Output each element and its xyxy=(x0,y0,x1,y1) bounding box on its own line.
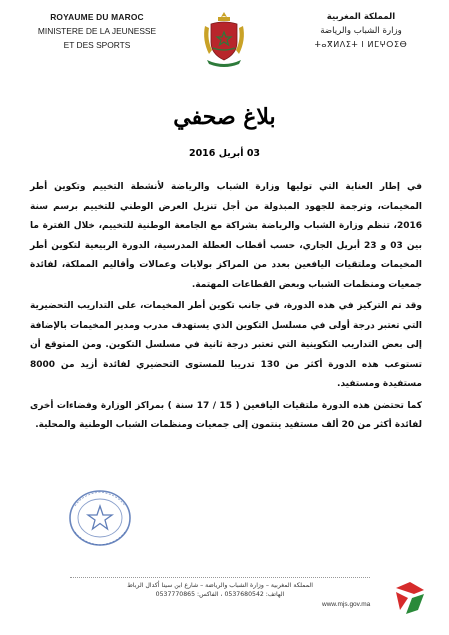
document-title: بلاغ صحفي xyxy=(173,104,276,130)
footer-phone: الهاتف: 0537680542 ، الفاكس: 0537770865 xyxy=(155,591,285,598)
header-french-line-1: ROYAUME DU MAROC xyxy=(50,12,144,22)
document-date: 03 أبريل 2016 xyxy=(188,148,261,159)
official-stamp-icon xyxy=(63,486,137,550)
header-french-line-2: MINISTERE DE LA JEUNESSE xyxy=(37,26,157,36)
header-arabic-line-2: وزارة الشباب والرياضة xyxy=(320,26,402,36)
footer-contact xyxy=(110,581,330,599)
document-body xyxy=(30,178,422,436)
header-french xyxy=(32,10,162,52)
paragraph-1: في إطار العناية التي توليها وزارة الشباب والرياضة لأنشطة التخييم وتكوين أطر المخيمات، وترجمة للجهود المبذولة من أجل تنزيل العرض الوطني للتخييم برسم سنة 2016، تنظم وزارة الشباب والرياضة بشراكة مع الجامعة الوطنية للتخييم، خلال الفترة ما بين 03 و 23 أبريل الجاري، حسب أقطاب العطلة المدرسية، الدورة الربيعية لتكوين أطر المخيمات وملتقيات اليافعين بعدد من المراكز بولايات وعمالات وأقاليم المملكة، لفائدة جمعيات ومنظمات الشباب وبعض القطاعات المهتمة. xyxy=(30,182,422,290)
ministry-logo-icon xyxy=(392,580,428,618)
paragraph-2: وقد تم التركيز في هذه الدورة، في جانب تكوين أطر المخيمات، على التداريب التحضيرية التي تعتبر درجة أولى في مسلسل التكوين الذي يستهدف مدرب ومدير المخيمات بالإضافة إلى بعض التداريب التكوينية التي تعتبر درجة ثانية في مسلسل التكوين. ومن المتوقع أن تستوعب هذه الدورة أكثر من 130 تدريبا للمستوى التحضيري لفائدة أزيد من 8000 مستفيدة ومستفيد. xyxy=(30,301,423,389)
footer-website-link[interactable]: www.mjs.gov.ma xyxy=(322,601,371,608)
footer-divider xyxy=(70,577,370,578)
header-arabic xyxy=(301,10,421,52)
header-tifinagh-line: ⵜⴰⴳⵍⴷⵉⵜ ⵏ ⵍⵎⵖⵔⵉⴱ xyxy=(314,40,408,49)
header-arabic-line-1: المملكة المغربية xyxy=(326,12,396,22)
coat-of-arms-icon xyxy=(199,10,249,70)
footer-address: المملكة المغربية – وزارة الشباب والرياضة – شارع ابن سينا أكدال الرباط xyxy=(127,582,313,589)
paragraph-3: كما تحتضن هذه الدورة ملتقيات اليافعين ( 15 / 17 سنة ) بمراكز الوزارة وفضاءات أخرى لفائدة أكثر من 20 ألف مستفيد ينتمون إلى جمعيات ومنظمات الشباب الوطنية والمحلية. xyxy=(30,400,422,430)
header-french-line-3: ET DES SPORTS xyxy=(63,40,131,50)
